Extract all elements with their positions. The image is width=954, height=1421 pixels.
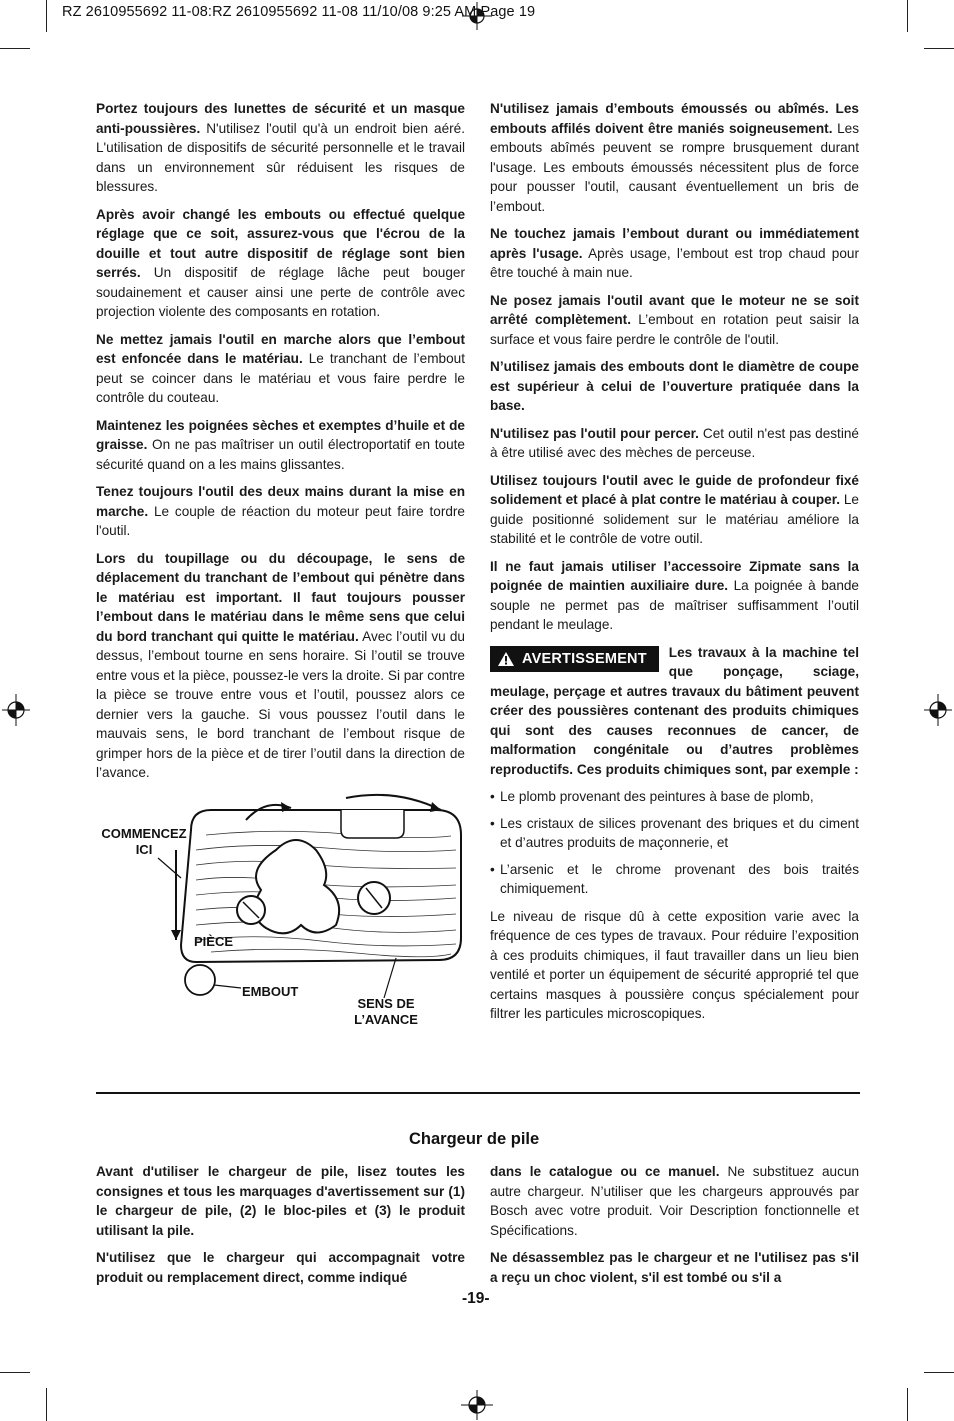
safety-paragraph: Ne touchez jamais l’embout durant ou immédiatement après l'usage. Après usage, l’embout est trop chaud pour être touché à main nue. <box>490 226 860 280</box>
registration-target-icon <box>461 1390 493 1420</box>
warning-block <box>490 643 859 780</box>
left-column <box>96 99 465 791</box>
crop-mark <box>46 0 47 32</box>
registration-target-icon <box>2 694 30 726</box>
safety-paragraph: N'utilisez pas l'outil pour percer. Cet outil n'est pas destiné à être utilisé avec des mèches de perceuse. <box>490 425 859 460</box>
warning-badge <box>490 646 659 672</box>
charger-left-column <box>96 1162 465 1295</box>
list-item: • L’arsenic et le chrome provenant des bois traités chimiquement. <box>490 860 859 899</box>
registration-target-icon <box>924 694 952 726</box>
safety-paragraph: Il ne faut jamais utiliser l’accessoire Zipmate sans la poignée de maintien auxiliaire dure. La poignée à bande souple ne permet pas de maîtriser suffisamment l’outil pendant le meulage. <box>490 558 859 632</box>
safety-paragraph: Ne posez jamais l'outil avant que le moteur ne se soit arrêté complètement. L’embout en rotation peut saisir la surface et vous faire perdre le contrôle de l'outil. <box>490 292 859 347</box>
warning-badge-label: AVERTISSEMENT <box>522 650 647 667</box>
routing-direction-diagram <box>96 790 468 1040</box>
crop-mark <box>907 0 908 32</box>
section-title: Chargeur de pile <box>409 1130 540 1148</box>
safety-paragraph: Après avoir changé les embouts ou effectué quelque réglage que ce soit, assurez-vous que l'écrou de la douille et tout autre dispositif de réglage sont bien serrés. Un dispositif de réglage lâche peut bouger soudainement et causer ainsi une perte de contrôle avec projection violente des composants en rotation. <box>96 206 465 319</box>
safety-paragraph: Ne mettez jamais l'outil en marche alors que l’embout est enfoncée dans le matériau. Le tranchant de l’embout peut se coincer dans le matériau et vous faire perdre le contrôle du couteau. <box>96 331 465 405</box>
crop-mark <box>46 1388 47 1421</box>
safety-paragraph: Portez toujours des lunettes de sécurité et un masque anti-poussières. N'utilisez l'outil qu'à un endroit bien aéré. L'utilisation de dispositifs de sécurité personnelle et le travail dans un environnement sûr réduisent les risques de blessures. <box>96 101 465 194</box>
crop-mark <box>0 48 30 49</box>
safety-paragraph: Lors du toupillage ou du découpage, le sens de déplacement du tranchant de l’embout qui pénètre dans le matériau est important. Il faut toujours pousser l’embout dans le matériau dans le même sens que celui du bord tranchant qui quitte le matériau. Avec l’outil vu du dessus, l’embout tourne en sens horaire. Si l’outil se trouve entre vous et la pièce, poussez-le vers la droite. Si par contre la pièce se trouve entre vous et l’outil, poussez alors ce dernier vers la gauche. Si vous poussez l’outil dans le mauvais sens, le bord tranchant de l’embout risque de grimper hors de la pièce et de tirer l’outil dans la direction de l’avance. <box>96 550 465 780</box>
safety-paragraph: N’utilisez jamais des embouts dont le diamètre de coupe est supérieur à celui de l’ouverture pratiquée dans la base. <box>490 359 859 413</box>
safety-paragraph: Tenez toujours l'outil des deux mains durant la mise en marche. Le couple de réaction du moteur peut faire tordre l'outil. <box>96 484 465 538</box>
charger-paragraph: dans le catalogue ou ce manuel. Ne substituez aucun autre chargeur. N’utiliser que les chargeurs approuvés par Bosch avec votre produit. Voir Description fonctionnelle et Spécifications. <box>490 1164 859 1238</box>
page-number: -19- <box>462 1290 490 1307</box>
label-feed-direction: SENS DE L’AVANCE <box>354 996 418 1027</box>
closing-paragraph: Le niveau de risque dû à cette exposition varie avec la fréquence de ces types de travaux. Pour réduire l’exposition à ces produits chimiques, il faut travailler dans un lieu bien ventilé et porter un équipement de sécurité approprié tel que certains masques à poussière conçus spécialement pour filtrer les particules microscopiques. <box>490 908 859 1021</box>
section-divider <box>96 1092 860 1094</box>
charger-paragraph: N'utilisez que le chargeur qui accompagnait votre produit ou remplacement direct, comme indiqué <box>96 1250 465 1285</box>
list-item: • Le plomb provenant des peintures à base de plomb, <box>490 787 859 807</box>
charger-right-column <box>490 1162 859 1295</box>
crop-mark <box>924 48 954 49</box>
label-bit: EMBOUT <box>242 984 299 999</box>
chemical-list <box>490 787 859 899</box>
warning-text: Les travaux à la machine tel que ponçage, sciage, meulage, perçage et autres travaux du bâtiment peuvent créer des poussières contenant des produits chimiques qui sont des causes reconnues de cancer, de malformation congénitale ou d’autres problèmes reproductifs. Ces produits chimiques sont, par exemple : <box>490 644 859 777</box>
safety-paragraph: Utilisez toujours l'outil avec le guide de profondeur fixé solidement et placé à plat contre le matériau à couper. Le guide positionné solidement sur le matériau améliore la stabilité et le contrôle de votre outil. <box>490 472 859 546</box>
safety-paragraph: N'utilisez jamais d’embouts émoussés ou abîmés. Les embouts affilés doivent être maniés soigneusement. Les embouts abîmés peuvent se rompre brusquement durant l'usage. Les embouts émoussés nécessitent plus de force pour pousser l'outil, causant éventuellement un bris de l’embout. <box>490 101 859 214</box>
right-column <box>490 99 859 1032</box>
label-workpiece: PIÈCE <box>194 934 234 949</box>
label-start-here: COMMENCEZ ICI <box>101 826 187 857</box>
warning-triangle-icon <box>498 652 514 666</box>
safety-paragraph: Maintenez les poignées sèches et exemptes d’huile et de graisse. On ne pas maîtriser un outil électroportatif en toute sécurité quand on a les mains glissantes. <box>96 417 465 472</box>
list-item: • Les cristaux de silices provenant des briques et du ciment et d’autres produits de maçonnerie, et <box>490 814 859 853</box>
print-slug: RZ 2610955692 11-08:RZ 2610955692 11-08 11/10/08 9:25 AM Page 19 <box>62 4 536 20</box>
charger-paragraph: Avant d'utiliser le chargeur de pile, lisez toutes les consignes et tous les marquages d'avertissement sur (1) le chargeur de pile, (2) le bloc-piles et (3) le produit utilisant la pile. <box>96 1164 465 1238</box>
crop-mark <box>924 1372 954 1373</box>
crop-mark <box>0 1372 30 1373</box>
crop-mark <box>907 1388 908 1421</box>
charger-paragraph: Ne désassemblez pas le chargeur et ne l'utilisez pas s'il a reçu un choc violent, s'il est tombé ou s'il a <box>490 1250 859 1285</box>
